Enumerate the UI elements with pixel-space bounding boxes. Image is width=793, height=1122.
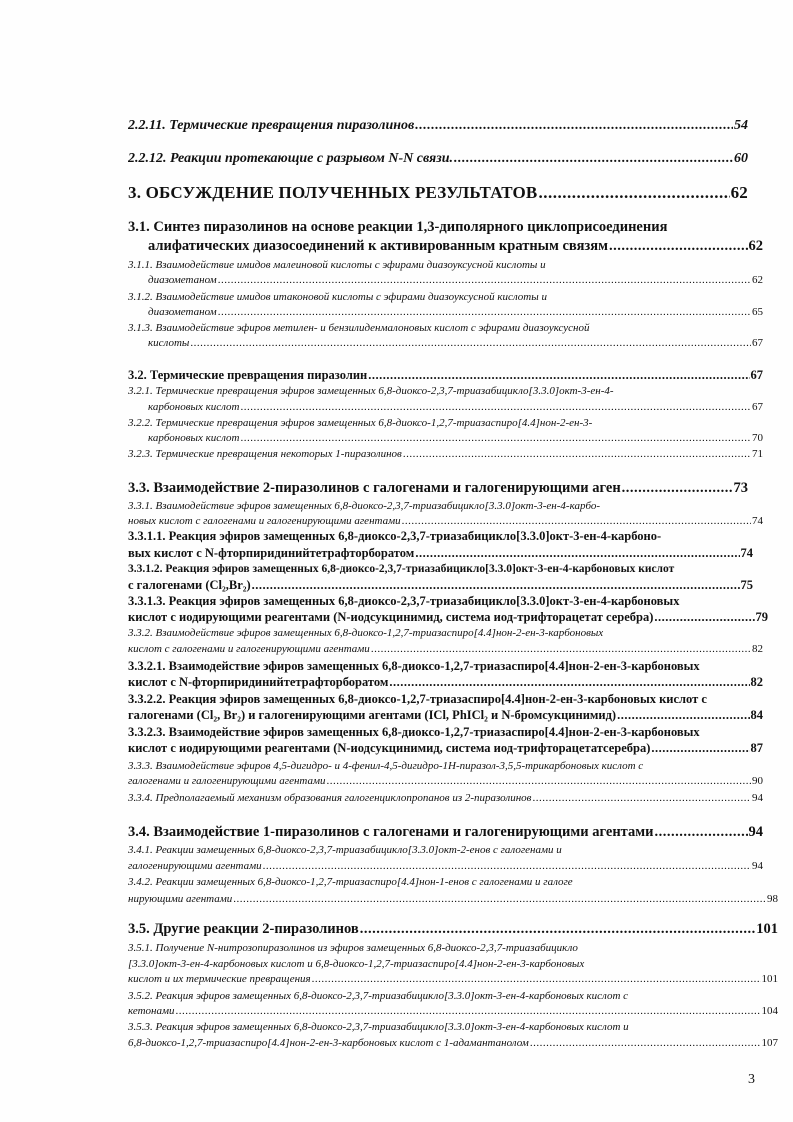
toc-line <box>128 709 763 723</box>
toc-title: 3.3.2.2. Реакция эфиров замещенных 6,8-диоксо-1,2,7-триазаспиро[4.4]нон-2-ен-3-карбоновых кислот с <box>128 693 707 706</box>
toc-line <box>128 643 763 655</box>
toc-title-cont: вых кислот с N-фторпиридинийтетрафторборатом <box>128 547 415 560</box>
toc-title: 3.3.1.1. Реакция эфиров замещенных 6,8-диоксо-2,3,7-триазабицикло[3.3.0]окт-3-ен-4-карбоно- <box>128 530 662 543</box>
toc-title: 3.2.1. Термические превращения эфиров замещенных 6,8-диоксо-2,3,7-триазабицикло[3.3.0]окт-3-ен-4- <box>128 385 614 397</box>
toc-title: 3.3.1.3. Реакция эфиров замещенных 6,8-диоксо-2,3,7-триазабицикло[3.3.0]окт-3-ен-4-карбоновых <box>128 595 680 608</box>
toc-title: 3.2.2. Термические превращения эфиров замещенных 6,8-диоксо-1,2,7-триазаспиро[4.4]нон-2-ен-3- <box>128 417 593 429</box>
toc-title: 3.3.1.2. Реакция эфиров замещенных 6,8-диоксо-2,3,7-триазабицикло[3.3.0]окт-3-ен-4-карбоновых кислот <box>128 563 675 575</box>
toc-page: 62 <box>748 239 763 254</box>
toc-title: 3.5.3. Реакция эфиров замещенных 6,8-диоксо-2,3,7-триазабицикло[3.3.0]окт-3-ен-4-карбоновых кислот и <box>128 1021 629 1033</box>
toc-line <box>128 151 748 166</box>
toc-title: 3.3.4. Предполагаемый механизм образования галогенциклопропанов из 2-пиразолинов <box>128 792 532 804</box>
toc-page: 104 <box>761 1005 778 1017</box>
toc-title: 3.1.3. Взаимодействие эфиров метилен- и бензилиденмалоновых кислот с эфирами диазоуксусной <box>128 322 590 334</box>
toc-line <box>128 184 748 203</box>
toc-page: 101 <box>761 973 778 985</box>
toc-title: 3.2.3. Термические превращения некоторых 1-пиразолинов <box>128 448 402 460</box>
toc-page: 90 <box>752 775 763 787</box>
toc-title: 3.2. Термические превращения пиразолин <box>128 369 368 382</box>
toc-line <box>128 579 753 593</box>
toc-title: Реакции протекающие с разрывом N-N связи. <box>170 151 454 166</box>
toc-page: 54 <box>734 118 748 133</box>
toc-page: 71 <box>752 448 763 460</box>
toc-title: 3.3.2.1. Взаимодействие эфиров замещенных 6,8-диоксо-1,2,7-триазаспиро[4.4]нон-2-ен-3-карбоновых <box>128 660 700 673</box>
toc-line <box>128 1005 778 1017</box>
toc-line <box>128 792 763 804</box>
toc-page: 98 <box>767 893 778 905</box>
toc-page: 94 <box>752 792 763 804</box>
toc-page: 67 <box>752 337 763 349</box>
toc-title: 3.3.1. Взаимодействие эфиров замещенных 6,8-диоксо-2,3,7-триазабицикло[3.3.0]окт-3-ен-4-карбо- <box>128 500 601 512</box>
toc-title-cont: кислот с иодирующими реагентами (N-иодсукцинимид, система иод-трифторацетатсеребра) <box>128 742 651 755</box>
toc-title-cont: кислот с галогенами и галогенирующими агентами <box>128 643 370 655</box>
toc-page: 62 <box>752 274 763 286</box>
toc-title-cont: [3.3.0]окт-3-ен-4-карбоновых кислот и 6,8-диоксо-1,2,7-триазаспиро[4.4]нон-2-ен-3-карбоновых <box>128 958 585 970</box>
toc-page: 65 <box>752 306 763 318</box>
toc-line <box>128 118 748 133</box>
toc-line <box>128 742 763 756</box>
toc-title-cont: галогенами (Cl₂, Br₂) и галогенирующими агентами (ICl, PhICl₂ и N-бромсукцинимид) <box>128 709 617 722</box>
toc-page: 94 <box>748 825 763 840</box>
toc-title: 3.1. Синтез пиразолинов на основе реакции 1,3-диполярного циклоприсоединения <box>128 220 668 235</box>
toc-title: 3.5.1. Получение N-нитрозопиразолинов из эфиров замещенных 6,8-диоксо-2,3,7-триазабицикло <box>128 942 578 954</box>
toc-line <box>148 306 763 318</box>
toc-title: 3.3.3. Взаимодействие эфиров 4,5-дигидро- и 4-фенил-4,5-дигидро-1H-пиразол-3,5,5-трикарбоновых кислот с <box>128 760 644 772</box>
toc-title: Термические превращения пиразолинов <box>169 118 415 133</box>
toc-title-cont: диазометаном <box>148 306 217 318</box>
toc-title: 3.3.2. Взаимодействие эфиров замещенных 6,8-диоксо-1,2,7-триазаспиро[4.4]нон-2-ен-3-карбоновых <box>128 627 604 639</box>
toc-page: 107 <box>761 1037 778 1049</box>
toc-number: 2.2.12. <box>128 151 167 166</box>
toc-title: 3.4. Взаимодействие 1-пиразолинов с галогенами и галогенирующими агентами <box>128 825 654 840</box>
toc-line <box>148 274 763 286</box>
toc-title: 3.3.2.3. Взаимодействие эфиров замещенных 6,8-диоксо-1,2,7-триазаспиро[4.4]нон-2-ен-3-карбоновых <box>128 726 700 739</box>
toc-line <box>128 775 763 787</box>
toc-title-cont: кислот с N-фторпиридинийтетрафторборатом <box>128 676 389 689</box>
toc-title-cont: новых кислот с галогенами и галогенирующими агентами <box>128 515 401 527</box>
toc-page: 74 <box>752 515 763 527</box>
toc-title-cont: галогенами и галогенирующими агентами <box>128 775 326 787</box>
toc-title: 3.1.1. Взаимодействие имидов малеиновой кислоты с эфирами диазоуксусной кислоты и <box>128 259 546 271</box>
toc-line <box>148 401 763 413</box>
toc-line <box>148 432 763 444</box>
toc-title: 3.5.2. Реакция эфиров замещенных 6,8-диоксо-2,3,7-триазабицикло[3.3.0]окт-3-ен-4-карбоновых кислот с <box>128 990 629 1002</box>
toc-title: 3.1.2. Взаимодействие имидов итаконовой кислоты с эфирами диазоуксусной кислоты и <box>128 291 547 303</box>
toc-line <box>128 547 753 561</box>
toc-title-cont: кетонами <box>128 1005 175 1017</box>
toc-page: 82 <box>752 643 763 655</box>
toc-title-cont: диазометаном <box>148 274 217 286</box>
toc-page: 75 <box>740 579 753 592</box>
toc-page: 60 <box>734 151 748 166</box>
toc-number: 2.2.11. <box>128 118 166 133</box>
toc-line <box>128 1037 778 1049</box>
toc-line <box>128 676 763 690</box>
toc-line <box>148 239 763 255</box>
toc-page: 87 <box>750 742 763 755</box>
toc-title-cont: кислот с иодирующими реагентами (N-иодсукцинимид, система иод-трифторацетат серебра) <box>128 611 654 624</box>
toc-line <box>128 922 778 938</box>
toc-page: 74 <box>740 547 753 560</box>
toc-page: 62 <box>730 184 748 202</box>
toc-page: 84 <box>750 709 763 722</box>
toc-title-cont: с галогенами (Cl₂,Br₂) <box>128 579 251 592</box>
toc-page: 73 <box>733 481 748 496</box>
page-number: 3 <box>748 1072 755 1087</box>
toc-title-cont: кислот и их термические превращения <box>128 973 311 985</box>
toc-title-cont: нирующими агентами <box>128 893 233 905</box>
toc-line <box>128 611 768 625</box>
toc-line <box>128 893 778 905</box>
toc-line <box>128 973 778 985</box>
toc-title: 3.4.2. Реакции замещенных 6,8-диоксо-1,2,7-триазаспиро[4.4]нон-1-енов с галогенами и галоге <box>128 876 573 888</box>
toc-title: 3.3. Взаимодействие 2-пиразолинов с галогенами и галогенирующими аген <box>128 481 621 496</box>
toc-title-cont: 6,8-диоксо-1,2,7-триазаспиро[4.4]нон-2-ен-3-карбоновых кислот с 1-адамантанолом <box>128 1037 529 1049</box>
toc-page: 94 <box>752 860 763 872</box>
toc-title: 3.4.1. Реакции замещенных 6,8-диоксо-2,3,7-триазабицикло[3.3.0]окт-2-енов с галогенами и <box>128 844 562 856</box>
toc-line <box>128 448 763 460</box>
toc-line <box>128 481 748 497</box>
toc-line <box>128 860 763 872</box>
toc-page: 67 <box>752 401 763 413</box>
toc-title-cont: галогенирующими агентами <box>128 860 262 872</box>
toc-title-cont: кислоты <box>148 337 190 349</box>
toc-line <box>148 337 763 349</box>
toc-line <box>128 515 763 527</box>
toc-page: 82 <box>750 676 763 689</box>
toc-line <box>128 369 763 383</box>
toc-page: 79 <box>755 611 768 624</box>
toc-page: 67 <box>750 369 763 382</box>
toc-title-cont: карбоновых кислот <box>148 401 240 413</box>
toc-page: 101 <box>756 922 778 937</box>
toc-title-cont: алифатических диазосоединений к активированным кратным связям <box>148 239 608 254</box>
toc-line <box>128 825 763 841</box>
toc-title: 3. ОБСУЖДЕНИЕ ПОЛУЧЕННЫХ РЕЗУЛЬТАТОВ <box>128 184 538 202</box>
toc-title-cont: карбоновых кислот <box>148 432 240 444</box>
toc-title: 3.5. Другие реакции 2-пиразолинов <box>128 922 359 937</box>
toc-page: 70 <box>752 432 763 444</box>
